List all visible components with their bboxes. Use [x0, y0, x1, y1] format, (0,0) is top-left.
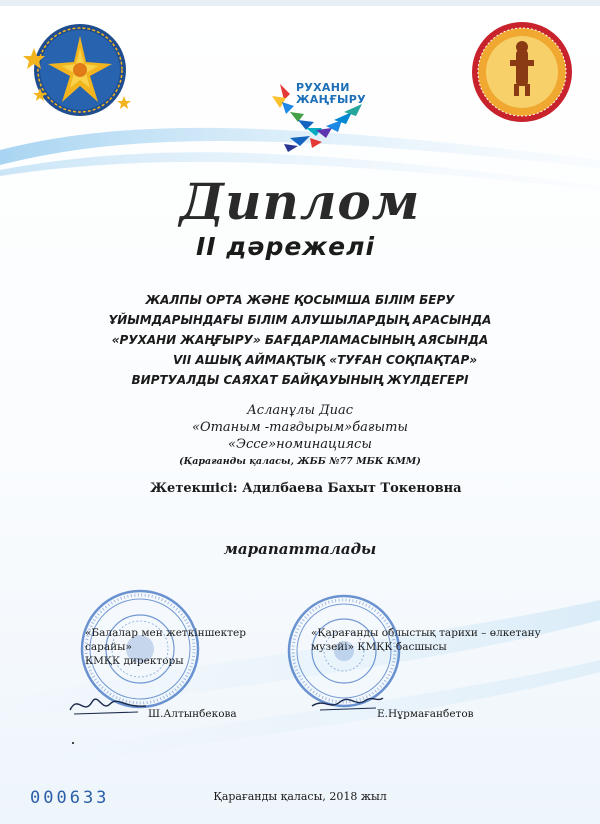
serial-number: 000633 [30, 788, 110, 808]
recipient-name: Асланұлы Диас [246, 403, 354, 418]
recipient-school: (Қарағанды қаласы, ЖББ №77 МБК КММ) [179, 456, 421, 467]
recipient-direction: «Отаным -тағдырым»бағыты [191, 420, 409, 435]
star-emblem-icon [20, 18, 135, 123]
award-line: ЖАЛПЫ ОРТА ЖӘНЕ ҚОСЫМША БІЛІМ БЕРУ [145, 293, 455, 307]
supervisor-line: Жетекшісі: Адилбаева Бахыт Токеновна [150, 481, 462, 496]
right-org-line2: музейі» КМҚК басшысы [311, 641, 447, 653]
ink-dot [72, 742, 74, 744]
award-description [0, 290, 600, 390]
recipient-block [0, 402, 600, 470]
program-logo-text [296, 82, 386, 106]
award-line: VII АШЫҚ АЙМАҚТЫҚ «ТУҒАН СОҚПАҚТАР» [172, 353, 478, 367]
museum-seal-icon [470, 20, 575, 125]
program-logo-line2: ЖАҢҒЫРУ [296, 93, 366, 106]
awarded-text: марапатталады [223, 540, 377, 558]
right-org-line1: «Қарағанды облыстық тарихи – өлкетану [311, 627, 541, 639]
right-signer-name: Е.Нұрмағанбетов [377, 708, 474, 720]
right-handwritten-signature [310, 688, 385, 716]
left-signer-name: Ш.Алтынбекова [148, 708, 237, 720]
left-org-line1: «Балалар мен жеткіншектер сарайы» [85, 627, 246, 653]
program-logo-line1: РУХАНИ [296, 81, 350, 94]
left-org-line2: КМҚК директоры [85, 655, 184, 667]
left-handwritten-signature [68, 690, 148, 718]
diploma-degree: II дәрежелі [196, 232, 376, 261]
award-line: ҰЙЫМДАРЫНДАҒЫ БІЛІМ АЛУШЫЛАРДЫҢ АРАСЫНДА [108, 313, 492, 327]
recipient-nomination: «Эссе»номинациясы [228, 437, 372, 452]
left-signatory-position [85, 626, 285, 668]
footer-place-date: Қарағанды қаласы, 2018 жыл [213, 790, 387, 803]
diploma-title: Диплом [179, 172, 421, 231]
award-line: «РУХАНИ ЖАҢҒЫРУ» БАҒДАРЛАМАСЫНЫҢ АЯСЫНДА [111, 333, 489, 347]
award-line: ВИРТУАЛДЫ САЯХАТ БАЙҚАУЫНЫҢ ЖҮЛДЕГЕРІ [131, 373, 469, 387]
right-signatory-position [311, 626, 551, 654]
